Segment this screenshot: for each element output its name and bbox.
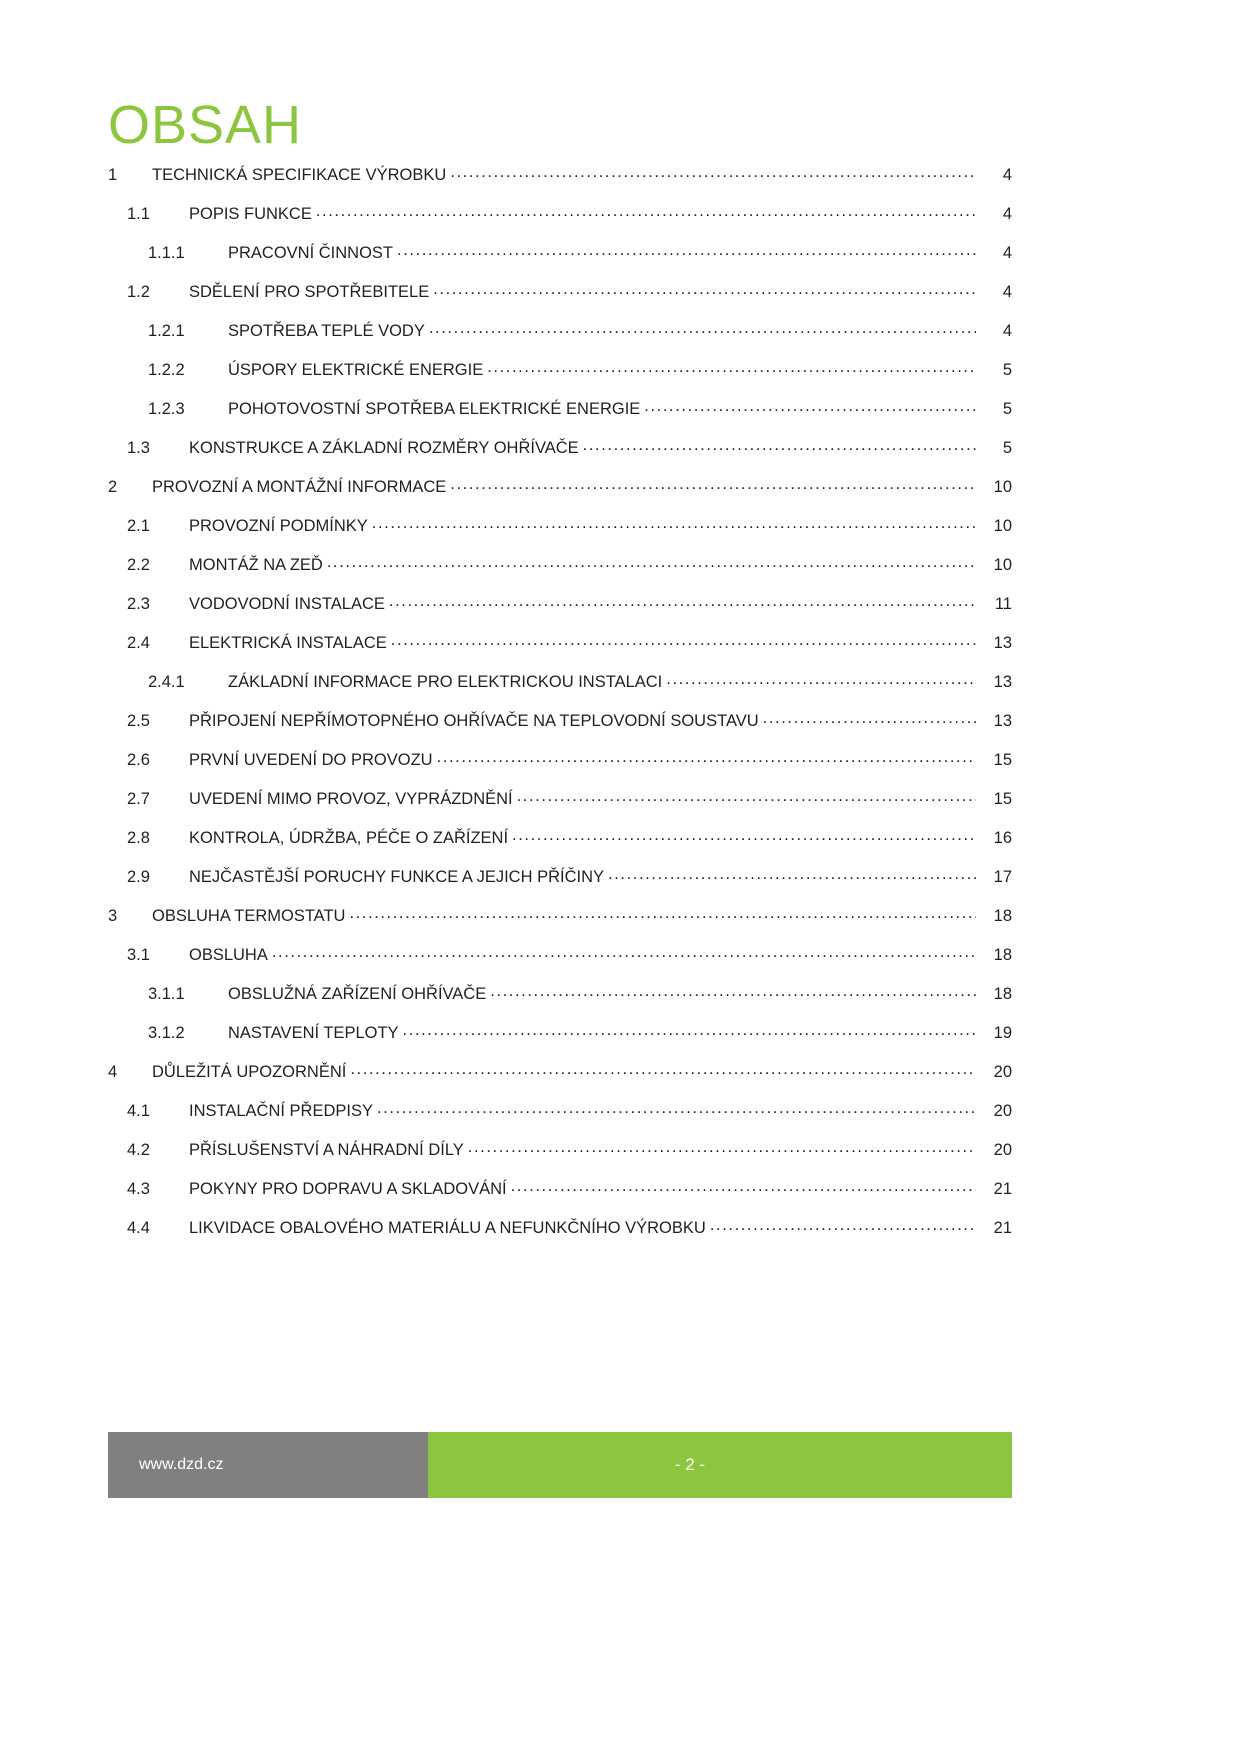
footer-website-label: www.dzd.cz bbox=[139, 1456, 224, 1473]
toc-entry-number: 4.4 bbox=[127, 1218, 150, 1237]
toc-entry-label: OBSLUHA TERMOSTATU bbox=[152, 906, 346, 925]
toc-leader-dots bbox=[272, 943, 976, 960]
toc-entry-page: 4 bbox=[1002, 282, 1012, 301]
toc-entry-page: 21 bbox=[993, 1218, 1012, 1237]
toc-leader-dots bbox=[583, 436, 976, 453]
toc-leader-dots bbox=[403, 1021, 976, 1038]
toc-entry-label: KONTROLA, ÚDRŽBA, PÉČE O ZAŘÍZENÍ bbox=[189, 828, 509, 847]
toc-entry-label: OBSLUHA bbox=[189, 945, 268, 964]
toc-entry-number: 2.4.1 bbox=[148, 672, 185, 691]
toc-entry-label: NASTAVENÍ TEPLOTY bbox=[228, 1023, 399, 1042]
toc-entry-page: 4 bbox=[1002, 204, 1012, 223]
toc-leader-dots bbox=[397, 241, 976, 258]
toc-entry-page: 11 bbox=[994, 594, 1012, 613]
toc-entry[interactable] bbox=[108, 904, 1012, 943]
toc-entry[interactable] bbox=[108, 436, 1012, 475]
toc-leader-dots bbox=[517, 787, 976, 804]
toc-entry-number: 4.2 bbox=[127, 1140, 150, 1159]
toc-leader-dots bbox=[316, 202, 976, 219]
toc-entry-label: PŘÍSLUŠENSTVÍ A NÁHRADNÍ DÍLY bbox=[189, 1140, 464, 1159]
toc-leader-dots bbox=[391, 631, 976, 648]
footer-page-number bbox=[428, 1432, 1012, 1498]
toc-entry[interactable] bbox=[108, 202, 1012, 241]
toc-entry-page: 15 bbox=[993, 789, 1012, 808]
toc-leader-dots bbox=[710, 1216, 976, 1233]
toc-entry-number: 1.2.2 bbox=[148, 360, 185, 379]
toc-entry-label: NEJČASTĚJŠÍ PORUCHY FUNKCE A JEJICH PŘÍČINY bbox=[189, 867, 605, 886]
toc-entry-number: 3.1.1 bbox=[148, 984, 185, 1003]
footer-website bbox=[108, 1432, 428, 1498]
toc-leader-dots bbox=[490, 982, 976, 999]
toc-entry-number: 2 bbox=[108, 477, 118, 496]
toc-entry-page: 13 bbox=[993, 633, 1012, 652]
toc-entry-number: 1.2.1 bbox=[148, 321, 185, 340]
toc-entry-label: ELEKTRICKÁ INSTALACE bbox=[189, 633, 387, 652]
toc-entry[interactable] bbox=[108, 1021, 1012, 1060]
toc-entry-page: 5 bbox=[1002, 360, 1012, 379]
toc-entry[interactable] bbox=[108, 865, 1012, 904]
toc-entry[interactable] bbox=[108, 1138, 1012, 1177]
toc-leader-dots bbox=[763, 709, 976, 726]
toc-leader-dots bbox=[389, 592, 976, 609]
toc-entry[interactable] bbox=[108, 514, 1012, 553]
toc-entry-label: SPOTŘEBA TEPLÉ VODY bbox=[228, 321, 425, 340]
toc-entry-number: 4.3 bbox=[127, 1179, 150, 1198]
toc-leader-dots bbox=[350, 1060, 976, 1077]
toc-entry[interactable] bbox=[108, 319, 1012, 358]
toc-entry-number: 2.3 bbox=[127, 594, 150, 613]
toc-entry-page: 19 bbox=[993, 1023, 1012, 1042]
toc-leader-dots bbox=[433, 280, 976, 297]
toc-entry-label: POKYNY PRO DOPRAVU A SKLADOVÁNÍ bbox=[189, 1179, 507, 1198]
toc-entry[interactable] bbox=[108, 1060, 1012, 1099]
toc-entry-label: PRVNÍ UVEDENÍ DO PROVOZU bbox=[189, 750, 433, 769]
page-title: OBSAH bbox=[108, 95, 303, 156]
toc-entry-number: 1.3 bbox=[127, 438, 150, 457]
toc-entry-page: 20 bbox=[993, 1140, 1012, 1159]
toc-leader-dots bbox=[608, 865, 976, 882]
toc-entry-page: 21 bbox=[993, 1179, 1012, 1198]
toc-entry-number: 1.1.1 bbox=[148, 243, 185, 262]
toc-entry[interactable] bbox=[108, 826, 1012, 865]
toc-leader-dots bbox=[437, 748, 976, 765]
toc-entry-label: PROVOZNÍ PODMÍNKY bbox=[189, 516, 368, 535]
toc-entry[interactable] bbox=[108, 553, 1012, 592]
toc-leader-dots bbox=[644, 397, 976, 414]
toc-entry[interactable] bbox=[108, 787, 1012, 826]
toc-entry[interactable] bbox=[108, 1216, 1012, 1255]
toc-leader-dots bbox=[511, 1177, 976, 1194]
toc-entry-number: 2.2 bbox=[127, 555, 150, 574]
toc-entry[interactable] bbox=[108, 670, 1012, 709]
toc-entry-label: LIKVIDACE OBALOVÉHO MATERIÁLU A NEFUNKČNÍHO VÝROBKU bbox=[189, 1218, 706, 1237]
toc-entry[interactable] bbox=[108, 163, 1012, 202]
toc-entry-number: 2.9 bbox=[127, 867, 150, 886]
toc-entry-number: 2.4 bbox=[127, 633, 150, 652]
toc-entry-number: 1.1 bbox=[127, 204, 150, 223]
toc-leader-dots bbox=[450, 475, 976, 492]
toc-entry-number: 1.2 bbox=[127, 282, 150, 301]
toc-entry-number: 2.8 bbox=[127, 828, 150, 847]
toc-entry-page: 4 bbox=[1002, 243, 1012, 262]
toc-entry[interactable] bbox=[108, 358, 1012, 397]
toc-entry-number: 2.7 bbox=[127, 789, 150, 808]
toc-entry[interactable] bbox=[108, 592, 1012, 631]
toc-entry[interactable] bbox=[108, 982, 1012, 1021]
toc-entry-number: 1 bbox=[108, 165, 118, 184]
toc-entry-page: 20 bbox=[993, 1062, 1012, 1081]
toc-entry-page: 5 bbox=[1002, 438, 1012, 457]
toc-entry-label: POPIS FUNKCE bbox=[189, 204, 312, 223]
toc-entry-number: 3.1.2 bbox=[148, 1023, 185, 1042]
toc-entry-label: UVEDENÍ MIMO PROVOZ, VYPRÁZDNĚNÍ bbox=[189, 789, 513, 808]
toc-entry-page: 10 bbox=[993, 516, 1012, 535]
toc-leader-dots bbox=[377, 1099, 976, 1116]
toc-entry[interactable] bbox=[108, 943, 1012, 982]
toc-entry-page: 16 bbox=[993, 828, 1012, 847]
toc-entry-number: 2.5 bbox=[127, 711, 150, 730]
toc-entry-page: 4 bbox=[1002, 165, 1012, 184]
toc-entry[interactable] bbox=[108, 748, 1012, 787]
toc-leader-dots bbox=[349, 904, 976, 921]
toc-entry-label: TECHNICKÁ SPECIFIKACE VÝROBKU bbox=[152, 165, 447, 184]
toc-entry-page: 18 bbox=[993, 906, 1012, 925]
toc-entry-label: OBSLUŽNÁ ZAŘÍZENÍ OHŘÍVAČE bbox=[228, 984, 487, 1003]
table-of-contents bbox=[108, 163, 1012, 1255]
toc-entry-label: PŘIPOJENÍ NEPŘÍMOTOPNÉHO OHŘÍVAČE NA TEPLOVODNÍ SOUSTAVU bbox=[189, 711, 759, 730]
toc-entry-number: 3 bbox=[108, 906, 118, 925]
toc-entry-page: 5 bbox=[1002, 399, 1012, 418]
toc-leader-dots bbox=[468, 1138, 976, 1155]
toc-entry-label: PRACOVNÍ ČINNOST bbox=[228, 243, 394, 262]
toc-entry-number: 4 bbox=[108, 1062, 118, 1081]
toc-entry-label: ÚSPORY ELEKTRICKÉ ENERGIE bbox=[228, 360, 484, 379]
toc-entry-page: 4 bbox=[1002, 321, 1012, 340]
toc-entry-label: ZÁKLADNÍ INFORMACE PRO ELEKTRICKOU INSTALACI bbox=[228, 672, 663, 691]
toc-entry-number: 2.1 bbox=[127, 516, 150, 535]
toc-entry-label: POHOTOVOSTNÍ SPOTŘEBA ELEKTRICKÉ ENERGIE bbox=[228, 399, 641, 418]
toc-entry[interactable] bbox=[108, 709, 1012, 748]
toc-leader-dots bbox=[487, 358, 976, 375]
toc-entry-page: 17 bbox=[993, 867, 1012, 886]
toc-entry-label: INSTALAČNÍ PŘEDPISY bbox=[189, 1101, 373, 1120]
toc-entry-page: 13 bbox=[993, 672, 1012, 691]
toc-entry-page: 13 bbox=[993, 711, 1012, 730]
toc-entry-label: PROVOZNÍ A MONTÁŽNÍ INFORMACE bbox=[152, 477, 447, 496]
toc-entry[interactable] bbox=[108, 1099, 1012, 1138]
toc-leader-dots bbox=[372, 514, 976, 531]
toc-entry-number: 4.1 bbox=[127, 1101, 150, 1120]
toc-leader-dots bbox=[666, 670, 976, 687]
toc-entry[interactable] bbox=[108, 631, 1012, 670]
footer-page-number-label: - 2 - bbox=[674, 1455, 706, 1474]
toc-entry-label: MONTÁŽ NA ZEĎ bbox=[189, 555, 323, 574]
toc-leader-dots bbox=[327, 553, 976, 570]
toc-entry-number: 1.2.3 bbox=[148, 399, 185, 418]
toc-entry-label: KONSTRUKCE A ZÁKLADNÍ ROZMĚRY OHŘÍVAČE bbox=[189, 438, 579, 457]
toc-entry[interactable] bbox=[108, 475, 1012, 514]
toc-leader-dots bbox=[429, 319, 976, 336]
toc-entry-page: 18 bbox=[993, 945, 1012, 964]
toc-entry-label: VODOVODNÍ INSTALACE bbox=[189, 594, 385, 613]
toc-entry-page: 20 bbox=[993, 1101, 1012, 1120]
toc-entry-page: 10 bbox=[993, 477, 1012, 496]
toc-entry-page: 15 bbox=[993, 750, 1012, 769]
toc-entry[interactable] bbox=[108, 397, 1012, 436]
toc-entry-number: 3.1 bbox=[127, 945, 150, 964]
toc-entry[interactable] bbox=[108, 280, 1012, 319]
page-footer bbox=[108, 1432, 1012, 1498]
toc-leader-dots bbox=[450, 163, 976, 180]
toc-entry[interactable] bbox=[108, 241, 1012, 280]
toc-entry[interactable] bbox=[108, 1177, 1012, 1216]
toc-entry-label: SDĚLENÍ PRO SPOTŘEBITELE bbox=[189, 282, 430, 301]
toc-leader-dots bbox=[512, 826, 976, 843]
toc-entry-page: 18 bbox=[993, 984, 1012, 1003]
toc-entry-page: 10 bbox=[993, 555, 1012, 574]
toc-entry-label: DŮLEŽITÁ UPOZORNĚNÍ bbox=[152, 1062, 347, 1081]
toc-entry-number: 2.6 bbox=[127, 750, 150, 769]
